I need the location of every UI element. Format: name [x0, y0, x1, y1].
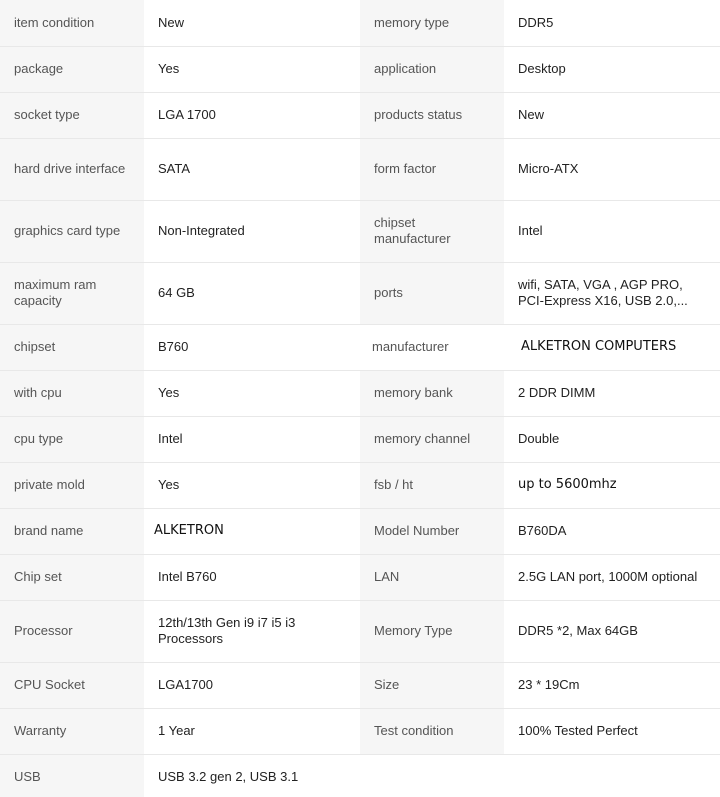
spec-value: 1 Year [144, 708, 360, 754]
spec-value: 2.5G LAN port, 1000M optional [504, 554, 720, 600]
spec-label: brand name [0, 508, 144, 554]
spec-value: ALKETRON [144, 508, 360, 554]
spec-value: up to 5600mhz [504, 462, 720, 508]
table-row [0, 708, 720, 754]
spec-label: memory type [360, 0, 504, 46]
spec-value: 2 DDR DIMM [504, 370, 720, 416]
spec-label: private mold [0, 462, 144, 508]
spec-label: chipset [0, 324, 144, 370]
table-row [0, 600, 720, 662]
spec-label: fsb / ht [360, 462, 504, 508]
spec-value: 64 GB [144, 262, 360, 324]
spec-value: Micro-ATX [504, 138, 720, 200]
table-row [0, 462, 720, 508]
spec-label: Processor [0, 600, 144, 662]
spec-label: maximum ram capacity [0, 262, 144, 324]
table-row [0, 754, 720, 797]
spec-label: Warranty [0, 708, 144, 754]
spec-label: USB [0, 754, 144, 797]
spec-label: ports [360, 262, 504, 324]
spec-label: cpu type [0, 416, 144, 462]
table-row [0, 0, 720, 46]
spec-value: wifi, SATA, VGA , AGP PRO, PCI-Express X16, USB 2.0,... [504, 262, 720, 324]
spec-value: Intel [144, 416, 360, 462]
spec-label: Memory Type [360, 600, 504, 662]
spec-value: Yes [144, 462, 360, 508]
empty-cell [360, 754, 504, 797]
spec-value: DDR5 *2, Max 64GB [504, 600, 720, 662]
spec-label: CPU Socket [0, 662, 144, 708]
spec-value: 12th/13th Gen i9 i7 i5 i3 Processors [144, 600, 360, 662]
spec-value: DDR5 [504, 0, 720, 46]
table-row [0, 46, 720, 92]
spec-value: ALKETRON COMPUTERS [504, 324, 720, 370]
empty-cell [504, 754, 720, 797]
spec-value: Intel B760 [144, 554, 360, 600]
spec-label: package [0, 46, 144, 92]
spec-value: 23 * 19Cm [504, 662, 720, 708]
spec-value: B760DA [504, 508, 720, 554]
spec-label: products status [360, 92, 504, 138]
spec-label: item condition [0, 0, 144, 46]
spec-value: New [144, 0, 360, 46]
spec-value: B760 [144, 324, 360, 370]
table-row [0, 138, 720, 200]
spec-value: Non-Integrated [144, 200, 360, 262]
spec-value: Intel [504, 200, 720, 262]
spec-label: socket type [0, 92, 144, 138]
spec-value: Yes [144, 370, 360, 416]
spec-label: graphics card type [0, 200, 144, 262]
spec-label: form factor [360, 138, 504, 200]
table-row [0, 508, 720, 554]
spec-label: with cpu [0, 370, 144, 416]
table-row [0, 554, 720, 600]
spec-label: hard drive interface [0, 138, 144, 200]
table-row [0, 324, 720, 370]
spec-label: LAN [360, 554, 504, 600]
spec-value: USB 3.2 gen 2, USB 3.1 [144, 754, 360, 797]
table-row [0, 92, 720, 138]
table-row [0, 370, 720, 416]
spec-label: memory channel [360, 416, 504, 462]
spec-value: Yes [144, 46, 360, 92]
spec-label: manufacturer [360, 324, 504, 370]
spec-label: memory bank [360, 370, 504, 416]
spec-value: SATA [144, 138, 360, 200]
table-row [0, 200, 720, 262]
spec-label: Test condition [360, 708, 504, 754]
table-row [0, 662, 720, 708]
spec-label: Chip set [0, 554, 144, 600]
table-row [0, 416, 720, 462]
spec-value: New [504, 92, 720, 138]
spec-label: Size [360, 662, 504, 708]
spec-label: application [360, 46, 504, 92]
table-row [0, 262, 720, 324]
spec-value: Desktop [504, 46, 720, 92]
spec-value: 100% Tested Perfect [504, 708, 720, 754]
spec-value: Double [504, 416, 720, 462]
spec-label: chipset manufacturer [360, 200, 504, 262]
spec-value: LGA1700 [144, 662, 360, 708]
spec-value: LGA 1700 [144, 92, 360, 138]
spec-label: Model Number [360, 508, 504, 554]
